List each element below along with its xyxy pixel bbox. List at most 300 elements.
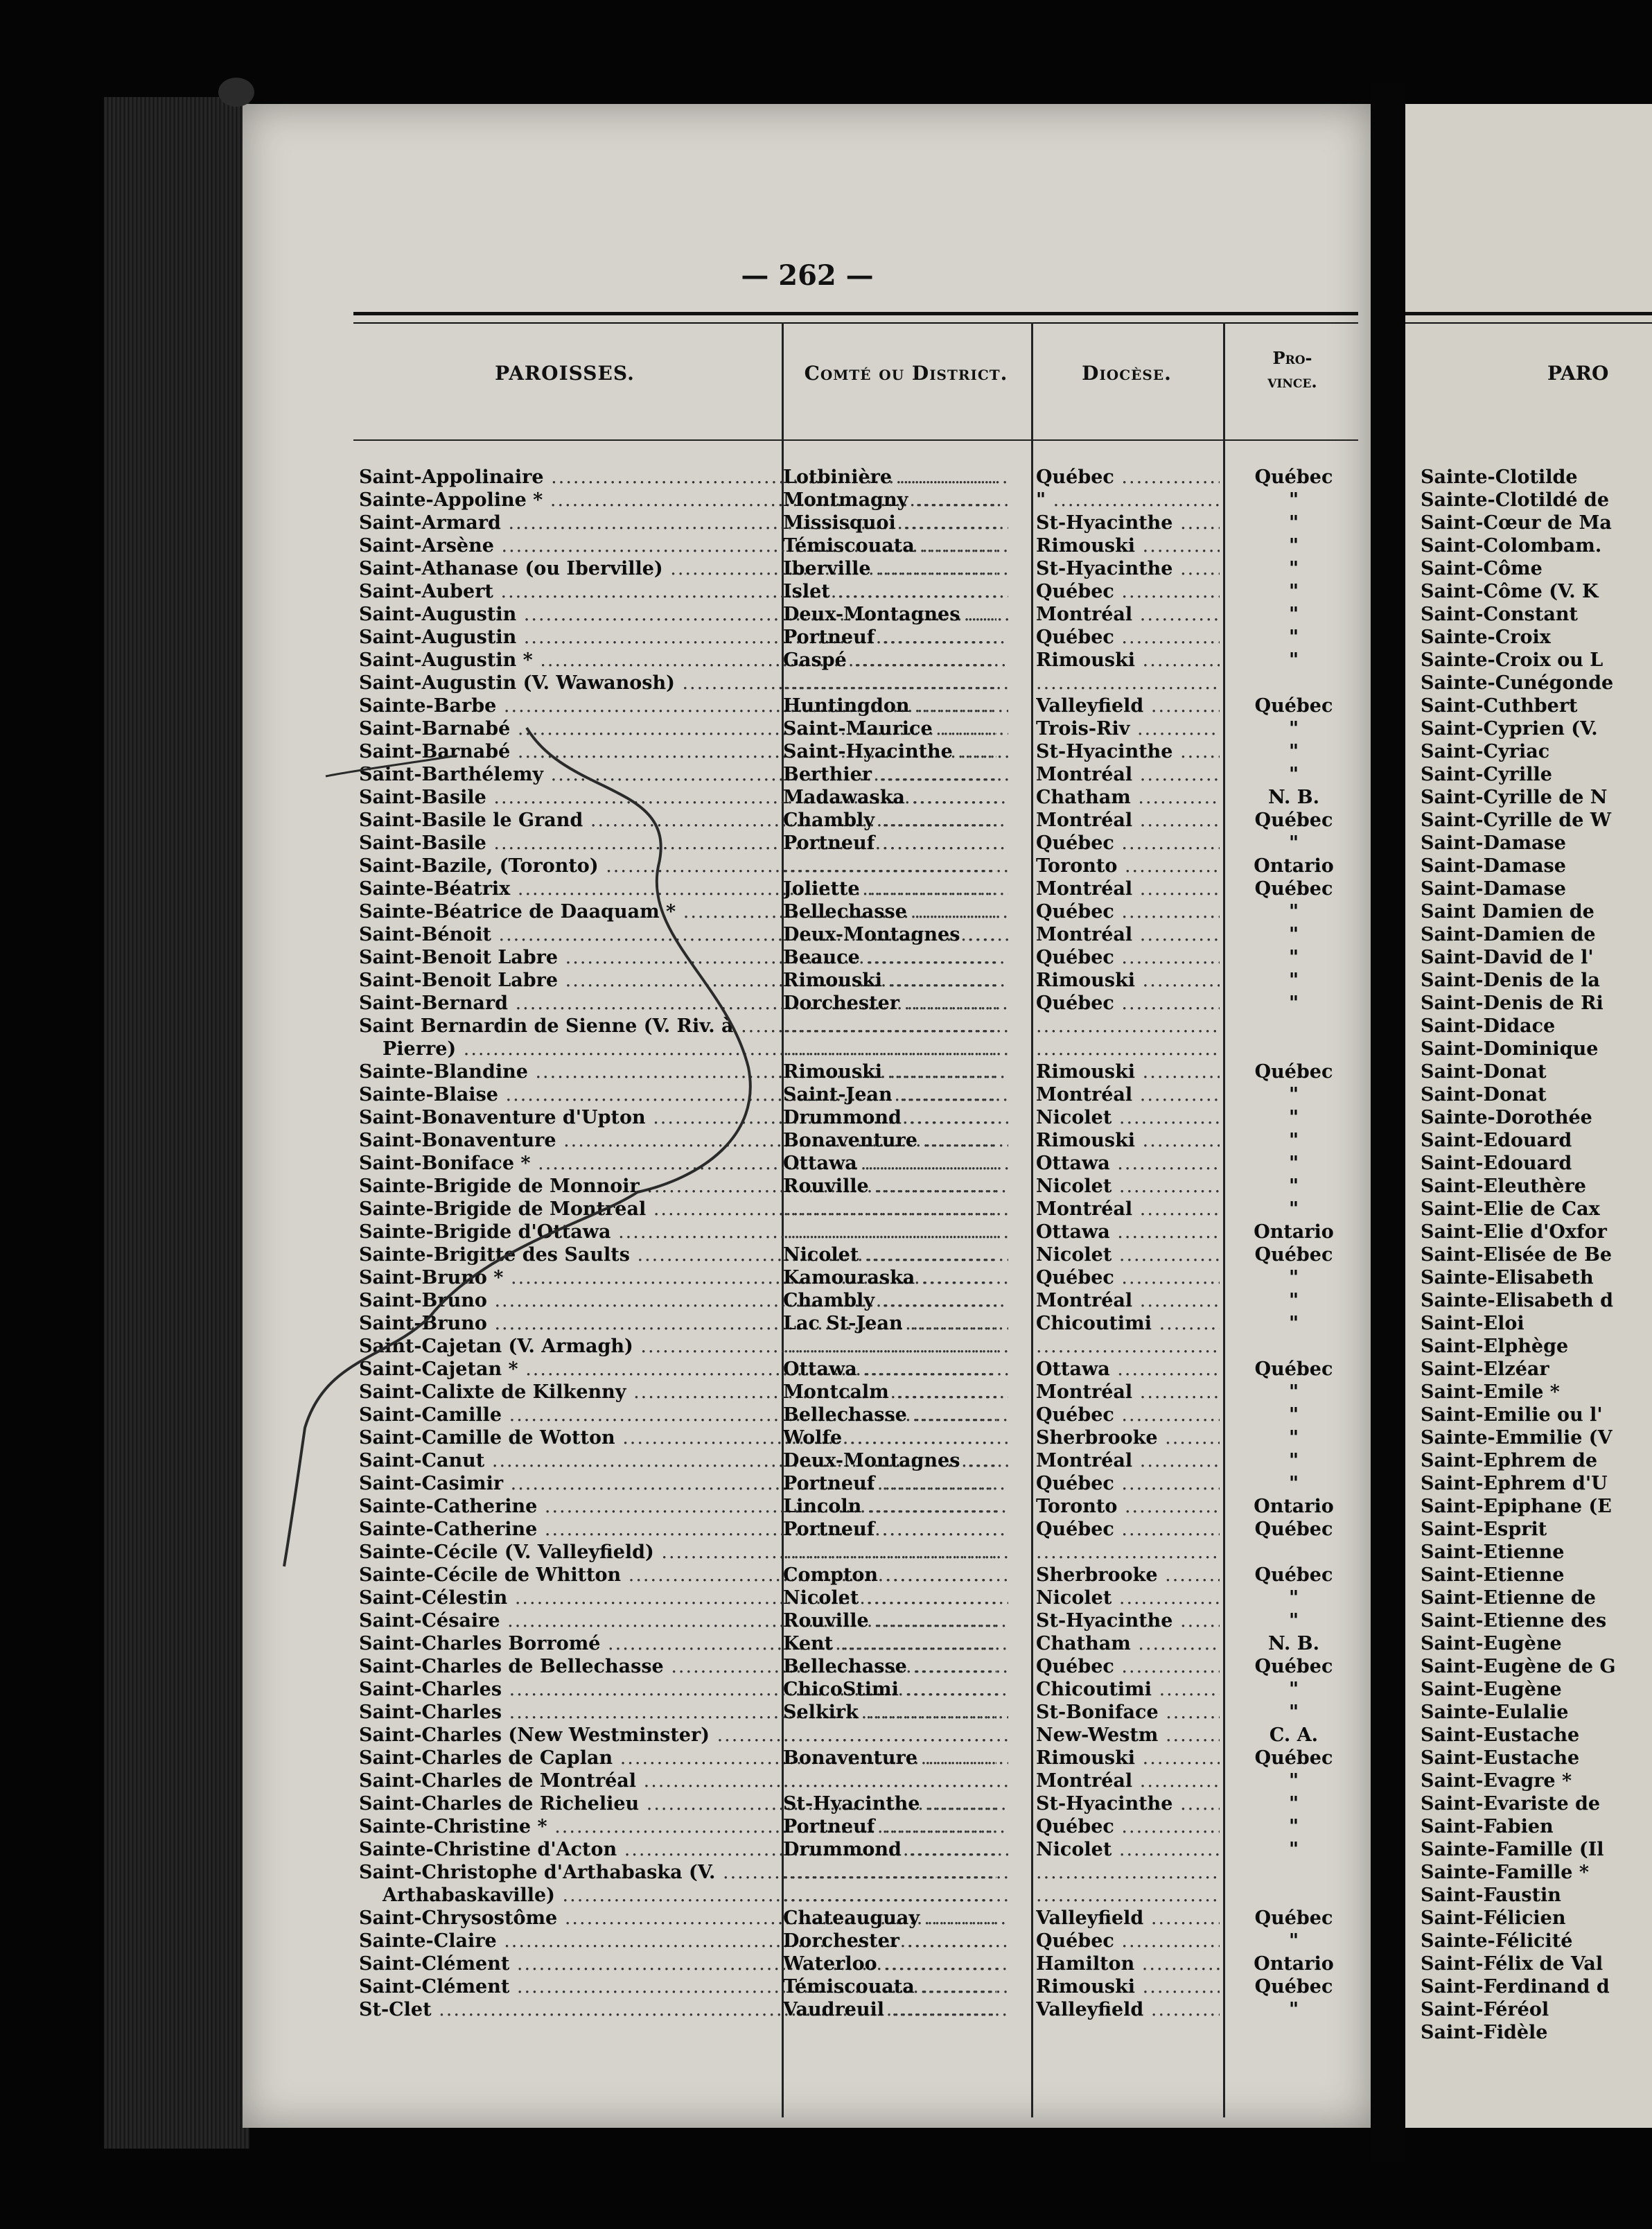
province-cell-text: " <box>1288 1702 1299 1723</box>
county-cell-text: Drummond <box>783 1839 902 1860</box>
right-page-entry: Saint-Félix de Val <box>1421 1953 1603 1975</box>
right-page-entry: Saint-Emile * <box>1421 1381 1560 1403</box>
parish-cell-text: Sainte-Claire <box>359 1930 497 1952</box>
province-cell-text: " <box>1288 1930 1299 1952</box>
parish-cell-text: Sainte-Christine d'Acton <box>359 1839 617 1860</box>
parish-cell-text: Sainte-Catherine <box>359 1496 538 1517</box>
county-cell-text: Montcalm <box>783 1381 889 1403</box>
diocese-cell-text: Ottawa <box>1036 1358 1110 1380</box>
right-page-entry: Sainte-Dorothée <box>1421 1107 1592 1128</box>
parish-cell-text: Saint-Charles (New Westminster) <box>359 1724 710 1746</box>
parish-cell-text: Arthabaskaville) <box>383 1885 555 1906</box>
province-cell-text: " <box>1288 1153 1299 1174</box>
province-cell-text: Québec <box>1254 878 1333 900</box>
diocese-cell-text: Montréal <box>1036 1290 1133 1311</box>
province-cell-text: " <box>1288 1610 1299 1632</box>
county-cell-text: Rouville <box>783 1175 869 1197</box>
diocese-cell-text: Montréal <box>1036 1381 1133 1403</box>
right-page-entry: Saint-Eleuthère <box>1421 1175 1586 1197</box>
province-cell-text: " <box>1288 1450 1299 1471</box>
parish-cell-text: Sainte-Brigide de Montréal <box>359 1198 647 1220</box>
province-cell-text: " <box>1288 627 1299 648</box>
province-cell-text: Québec <box>1254 810 1333 831</box>
county-cell-text: Saint-Maurice <box>783 718 933 740</box>
parish-cell-text: Saint-Célestin <box>359 1587 508 1609</box>
province-cell-text: " <box>1288 558 1299 579</box>
county-cell-text: Huntingdon <box>783 695 910 717</box>
header-province-line2: vince. <box>1267 372 1317 392</box>
right-page-entry: Saint-Emilie ou l' <box>1421 1404 1603 1426</box>
right-page-entry: Saint-Evagre * <box>1421 1770 1572 1792</box>
right-page-entry: Saint-Eustache <box>1421 1724 1580 1746</box>
parish-cell-text: Sainte-Cécile (V. Valleyfield) <box>359 1541 654 1563</box>
county-cell-text: Gaspé <box>783 649 847 671</box>
county-cell-text: Portneuf <box>783 627 875 648</box>
right-page-entry: Sainte-Clotilde <box>1421 466 1578 488</box>
parish-cell-text: Saint-Charles de Bellechasse <box>359 1656 664 1677</box>
right-page-entry: Saint-Féréol <box>1421 1999 1549 2020</box>
parish-cell-text: Sainte-Blaise <box>359 1084 498 1105</box>
parish-cell-text: Saint-Charles de Montréal <box>359 1770 637 1792</box>
county-cell-text: Lincoln <box>783 1496 862 1517</box>
province-cell-text: " <box>1288 924 1299 945</box>
county-cell-text: Chambly <box>783 810 875 831</box>
parish-cell-text: Saint-Armard <box>359 512 501 534</box>
right-page-entry: Saint-Eustache <box>1421 1747 1580 1769</box>
right-page-entry: Sainte-Croix ou L <box>1421 649 1603 671</box>
right-page-entry: Saint-Cyrille de N <box>1421 787 1608 808</box>
parish-cell-text: Saint Bernardin de Sienne (V. Riv. à <box>359 1015 734 1037</box>
province-cell-text: " <box>1288 581 1299 602</box>
parish-cell-text: Sainte-Brigide d'Ottawa <box>359 1221 611 1243</box>
right-page-entry: Saint-Cyprien (V. <box>1421 718 1598 740</box>
county-cell-text: Bonaventure <box>783 1130 917 1151</box>
county-cell-text: Nicolet <box>783 1587 859 1609</box>
parish-cell-text: Saint-Barnabé <box>359 718 511 740</box>
right-page-entry: Sainte-Famille (Il <box>1421 1839 1604 1860</box>
county-cell-text: Wolfe <box>783 1427 843 1449</box>
parish-cell-text: Saint-Barnabé <box>359 741 511 762</box>
county-cell-text: Nicolet <box>783 1244 859 1266</box>
right-page-entry: Sainte-Famille * <box>1421 1862 1589 1883</box>
parish-cell-text: Saint-Bernard <box>359 993 509 1014</box>
right-page-entry: Saint-Epiphane (E <box>1421 1496 1612 1517</box>
diocese-cell-text: Valleyfield <box>1036 1907 1144 1929</box>
parish-cell-text: Sainte-Catherine <box>359 1519 538 1540</box>
diocese-cell-text: Nicolet <box>1036 1587 1112 1609</box>
province-cell-text: " <box>1288 1404 1299 1426</box>
right-page-entry: Saint-Côme (V. K <box>1421 581 1599 602</box>
county-cell-text: Joliette <box>783 878 860 900</box>
county-cell-text: Portneuf <box>783 832 875 854</box>
province-cell-text: " <box>1288 1107 1299 1128</box>
province-cell-text: Québec <box>1254 1976 1333 1998</box>
diocese-cell-text: Montréal <box>1036 810 1133 831</box>
diocese-cell-text: Rimouski <box>1036 970 1136 991</box>
county-cell-text: St-Hyacinthe <box>783 1793 920 1815</box>
province-cell-text: " <box>1288 1084 1299 1105</box>
parish-cell-text: Saint-Charles Borromé <box>359 1633 601 1654</box>
county-cell-text: Ottawa <box>783 1358 857 1380</box>
diocese-cell-text: Nicolet <box>1036 1175 1112 1197</box>
diocese-cell-text: Montréal <box>1036 764 1133 785</box>
parish-cell-text: Saint-Camille de Wotton <box>359 1427 615 1449</box>
right-page-entry: Saint-Cyrille <box>1421 764 1552 785</box>
parish-cell-text: Saint-Bazile, (Toronto) <box>359 855 599 877</box>
parish-cell-text: Saint-Aubert <box>359 581 493 602</box>
diocese-cell-text: Rimouski <box>1036 649 1136 671</box>
parish-cell-text: Saint-Basile le Grand <box>359 810 583 831</box>
province-cell-text: Québec <box>1254 466 1333 488</box>
diocese-cell-text: Québec <box>1036 993 1114 1014</box>
county-cell-text: Bonaventure <box>783 1747 917 1769</box>
county-cell-text: Kent <box>783 1633 834 1654</box>
right-header-paroisses: PARO <box>1547 362 1609 385</box>
county-cell-text: Portneuf <box>783 1519 875 1540</box>
parish-cell-text: Sainte-Cécile de Whitton <box>359 1564 622 1586</box>
parish-cell-text: Saint-Charles de Caplan <box>359 1747 613 1769</box>
header-province-line1: Pro- <box>1272 348 1312 368</box>
county-cell-text: Deux-Montagnes <box>783 604 960 625</box>
diocese-cell-text: Chatham <box>1036 787 1131 808</box>
right-page-entry: Saint-Cœur de Ma <box>1421 512 1612 534</box>
province-cell-text: " <box>1288 489 1299 511</box>
county-cell-text: Selkirk <box>783 1702 859 1723</box>
province-cell-text: " <box>1288 1816 1299 1837</box>
parish-cell-text: Saint-Appolinaire <box>359 466 544 488</box>
parish-cell-text: St-Clet <box>359 1999 432 2020</box>
county-cell-text: Deux-Montagnes <box>783 924 960 945</box>
county-cell-text: Rimouski <box>783 970 883 991</box>
county-cell-text: Islet <box>783 581 830 602</box>
parish-cell-text: Sainte-Barbe <box>359 695 497 717</box>
right-page-entry: Sainte-Elisabeth d <box>1421 1290 1613 1311</box>
parish-cell-text: Sainte-Béatrix <box>359 878 511 900</box>
county-cell-text: Montmagny <box>783 489 908 511</box>
parish-cell-text: Saint-Cajetan (V. Armagh) <box>359 1336 633 1357</box>
province-cell-text: " <box>1288 1381 1299 1403</box>
parish-cell-text: Saint-Calixte de Kilkenny <box>359 1381 626 1403</box>
county-cell-text: Ottawa <box>783 1153 857 1174</box>
province-cell-text: " <box>1288 535 1299 557</box>
county-cell-text: Bellechasse <box>783 901 907 923</box>
diocese-cell-text: Montréal <box>1036 1198 1133 1220</box>
diocese-cell-text: Montréal <box>1036 604 1133 625</box>
province-cell-text: " <box>1288 832 1299 854</box>
right-page-entry: Saint-Donat <box>1421 1061 1547 1083</box>
diocese-cell-text: Montréal <box>1036 1770 1133 1792</box>
county-cell-text: Témiscouata <box>783 1976 915 1998</box>
right-page-entry: Saint-Denis de Ri <box>1421 993 1603 1014</box>
county-cell-text: Bellechasse <box>783 1404 907 1426</box>
header-comte: Comté ou District. <box>804 362 1008 385</box>
diocese-cell-text: Rimouski <box>1036 535 1136 557</box>
county-cell-text: Compton <box>783 1564 879 1586</box>
county-cell-text: Rimouski <box>783 1061 883 1083</box>
county-cell-text: Bellechasse <box>783 1656 907 1677</box>
right-page-entry: Saint-Elzéar <box>1421 1358 1549 1380</box>
province-cell-text: " <box>1288 947 1299 968</box>
province-cell-text: Québec <box>1254 1907 1333 1929</box>
province-cell-text: " <box>1288 1999 1299 2020</box>
right-page-entry: Saint-Ferdinand d <box>1421 1976 1610 1998</box>
right-page-entry: Saint-Denis de la <box>1421 970 1600 991</box>
diocese-cell-text: Ottawa <box>1036 1221 1110 1243</box>
right-page-entry: Saint-Eugène <box>1421 1679 1562 1700</box>
parish-cell-text: Saint-Benoit Labre <box>359 947 559 968</box>
right-page-entry: Saint-Elie de Cax <box>1421 1198 1600 1220</box>
diocese-cell-text: Hamilton <box>1036 1953 1135 1975</box>
province-cell-text: " <box>1288 970 1299 991</box>
province-cell-text: Québec <box>1254 1244 1333 1266</box>
parish-cell-text: Saint-Charles <box>359 1702 502 1723</box>
county-cell-text: Kamouraska <box>783 1267 915 1288</box>
province-cell-text: " <box>1288 1770 1299 1792</box>
diocese-cell-text: Québec <box>1036 947 1114 968</box>
county-cell-text: Lac St-Jean <box>783 1313 903 1334</box>
parish-cell-text: Pierre) <box>383 1038 457 1060</box>
right-page-entry: Saint-Cyrille de W <box>1421 810 1612 831</box>
diocese-cell-text: St-Hyacinthe <box>1036 1610 1173 1632</box>
diocese-cell-text: Trois-Riv <box>1036 718 1130 740</box>
diocese-cell-text: Québec <box>1036 1656 1114 1677</box>
province-cell-text: " <box>1288 1175 1299 1197</box>
right-page-entry: Saint-Eugène <box>1421 1633 1562 1654</box>
parish-cell-text: Saint-Césaire <box>359 1610 500 1632</box>
province-cell-text: " <box>1288 1679 1299 1700</box>
diocese-cell-text: Chicoutimi <box>1036 1313 1152 1334</box>
right-page-entry: Saint-Etienne des <box>1421 1610 1607 1632</box>
diocese-cell-text: Québec <box>1036 581 1114 602</box>
right-page-entry: Sainte-Clotildé de <box>1421 489 1609 511</box>
right-page-entry: Saint-Faustin <box>1421 1885 1561 1906</box>
parish-cell-text: Saint-Arsène <box>359 535 494 557</box>
right-page-entry: Saint-Colombam. <box>1421 535 1602 557</box>
right-page-entry: Saint-Edouard <box>1421 1153 1572 1174</box>
county-cell-text: Dorchester <box>783 1930 899 1952</box>
parish-cell-text: Saint-Augustin <box>359 627 517 648</box>
province-cell-text: Québec <box>1254 695 1333 717</box>
parish-cell-text: Sainte-Appoline * <box>359 489 543 511</box>
parish-cell-text: Saint-Basile <box>359 787 486 808</box>
county-cell-text: Iberville <box>783 558 871 579</box>
province-cell-text: " <box>1288 1587 1299 1609</box>
right-page-entry: Saint-Fabien <box>1421 1816 1554 1837</box>
province-cell-text: " <box>1288 512 1299 534</box>
right-page-entry: Sainte-Elisabeth <box>1421 1267 1594 1288</box>
right-page-entry: Saint-Damien de <box>1421 924 1596 945</box>
parish-cell-text: Saint-Bonaventure <box>359 1130 556 1151</box>
province-cell-text: " <box>1288 1267 1299 1288</box>
right-page-entry: Saint-Côme <box>1421 558 1543 579</box>
right-page-entry: Saint-Eugène de G <box>1421 1656 1616 1677</box>
parish-cell-text: Saint-Basile <box>359 832 486 854</box>
parish-cell-text: Saint-Clément <box>359 1953 510 1975</box>
parish-cell-text: Saint-Augustin <box>359 604 517 625</box>
right-page-entry: Saint-Constant <box>1421 604 1578 625</box>
right-page-entry: Saint-Eloi <box>1421 1313 1524 1334</box>
province-cell-text: N. B. <box>1268 787 1319 808</box>
right-page-entry: Saint-Damase <box>1421 855 1566 877</box>
province-cell-text: " <box>1288 1313 1299 1334</box>
county-cell-text: Drummond <box>783 1107 902 1128</box>
diocese-cell-text: Rimouski <box>1036 1061 1136 1083</box>
province-cell-text: " <box>1288 1793 1299 1815</box>
county-cell-text: Portneuf <box>783 1473 875 1494</box>
right-page-entry: Saint-Esprit <box>1421 1519 1547 1540</box>
diocese-cell-text: St-Hyacinthe <box>1036 512 1173 534</box>
parish-cell-text: Saint-Charles de Richelieu <box>359 1793 640 1815</box>
province-cell-text: " <box>1288 993 1299 1014</box>
province-cell-text: Ontario <box>1254 1953 1334 1975</box>
right-page-entry: Sainte-Félicité <box>1421 1930 1573 1952</box>
province-cell-text: Québec <box>1254 1061 1333 1083</box>
parish-cell-text: Saint-Bonaventure d'Upton <box>359 1107 646 1128</box>
province-cell-text: C. A. <box>1269 1724 1319 1746</box>
diocese-cell-text: Québec <box>1036 901 1114 923</box>
province-cell-text: Québec <box>1254 1519 1333 1540</box>
province-cell-text: N. B. <box>1268 1633 1319 1654</box>
right-page-entry: Saint-Fidèle <box>1421 2022 1548 2043</box>
province-cell-text: " <box>1288 1290 1299 1311</box>
diocese-cell-text: Québec <box>1036 1816 1114 1837</box>
county-cell-text: Dorchester <box>783 993 899 1014</box>
diocese-cell-text: St-Boniface <box>1036 1702 1159 1723</box>
parish-cell-text: Saint-Benoit Labre <box>359 970 559 991</box>
parish-cell-text: Saint-Cajetan * <box>359 1358 518 1380</box>
county-cell-text: Beauce <box>783 947 860 968</box>
province-cell-text: " <box>1288 741 1299 762</box>
province-cell-text: " <box>1288 1473 1299 1494</box>
province-cell-text: Ontario <box>1254 855 1334 877</box>
right-page-entry: Saint-Damase <box>1421 878 1566 900</box>
province-cell-text: " <box>1288 1839 1299 1860</box>
county-cell-text: Saint-Hyacinthe <box>783 741 953 762</box>
county-cell-text: Rouville <box>783 1610 869 1632</box>
parish-cell-text: Saint-Charles <box>359 1679 502 1700</box>
province-cell-text: " <box>1288 901 1299 923</box>
diocese-cell-text: Montréal <box>1036 924 1133 945</box>
county-cell-text: Deux-Montagnes <box>783 1450 960 1471</box>
diocese-cell-text: Chatham <box>1036 1633 1131 1654</box>
parish-cell-text: Saint-Clément <box>359 1976 510 1998</box>
county-cell-text: Berthier <box>783 764 872 785</box>
province-cell-text: Ontario <box>1254 1496 1334 1517</box>
diocese-cell-text: Montréal <box>1036 1450 1133 1471</box>
county-cell-text: Saint-Jean <box>783 1084 893 1105</box>
right-page-entry: Saint Damien de <box>1421 901 1594 923</box>
right-page-entry: Saint-Ephrem de <box>1421 1450 1598 1471</box>
county-cell-text: Waterloo <box>783 1953 877 1975</box>
right-page-entry: Saint-Etienne de <box>1421 1587 1596 1609</box>
parish-cell-text: Saint-Camille <box>359 1404 502 1426</box>
right-page-entry: Sainte-Emmilie (V <box>1421 1427 1613 1449</box>
parish-cell-text: Saint-Bénoit <box>359 924 491 945</box>
parish-cell-text: Sainte-Christine * <box>359 1816 547 1837</box>
county-cell-text: Lotbinière <box>783 466 893 488</box>
diocese-cell-text: Québec <box>1036 1473 1114 1494</box>
province-cell-text: " <box>1288 1427 1299 1449</box>
right-page-entry: Saint-Elisée de Be <box>1421 1244 1613 1266</box>
parish-cell-text: Saint-Bruno * <box>359 1267 504 1288</box>
diocese-cell-text: Québec <box>1036 1519 1114 1540</box>
right-page-entry: Saint-Didace <box>1421 1015 1556 1037</box>
diocese-cell-text: Toronto <box>1036 1496 1118 1517</box>
parish-cell-text: Saint-Chrysostôme <box>359 1907 558 1929</box>
county-cell-text: Chateauguay <box>783 1907 920 1929</box>
province-cell-text: " <box>1288 1130 1299 1151</box>
diocese-cell-text: Nicolet <box>1036 1244 1112 1266</box>
right-page-entry: Saint-Dominique <box>1421 1038 1599 1060</box>
right-page-entry: Sainte-Cunégonde <box>1421 672 1614 694</box>
parish-cell-text: Sainte-Béatrice de Daaquam * <box>359 901 676 923</box>
header-diocese: Diocèse. <box>1082 362 1172 385</box>
parish-cell-text: Saint-Canut <box>359 1450 485 1471</box>
diocese-cell-text: Québec <box>1036 466 1114 488</box>
diocese-cell-text: Nicolet <box>1036 1839 1112 1860</box>
right-page-entry: Saint-Cyriac <box>1421 741 1550 762</box>
diocese-cell-text: Montréal <box>1036 1084 1133 1105</box>
diocese-cell-text: Nicolet <box>1036 1107 1112 1128</box>
parish-cell-text: Saint-Bruno <box>359 1313 487 1334</box>
parish-cell-text: Saint-Augustin * <box>359 649 533 671</box>
province-cell-text: " <box>1288 649 1299 671</box>
parish-cell-text: Saint-Bruno <box>359 1290 487 1311</box>
diocese-cell-text: Sherbrooke <box>1036 1427 1158 1449</box>
right-page-entry: Saint-Elie d'Oxfor <box>1421 1221 1607 1243</box>
parish-cell-text: Sainte-Blandine <box>359 1061 528 1083</box>
right-page-entry: Saint-Damase <box>1421 832 1566 854</box>
diocese-cell-text: Montréal <box>1036 878 1133 900</box>
county-cell-text: Portneuf <box>783 1816 875 1837</box>
diocese-cell-text: Québec <box>1036 832 1114 854</box>
county-cell-text: ChicoStimi <box>783 1679 899 1700</box>
diocese-cell-text: Québec <box>1036 1267 1114 1288</box>
diocese-cell-text: St-Hyacinthe <box>1036 558 1173 579</box>
parish-cell-text: Saint-Christophe d'Arthabaska (V. <box>359 1862 716 1883</box>
province-cell-text: Québec <box>1254 1656 1333 1677</box>
parish-cell-text: Sainte-Brigitte des Saults <box>359 1244 630 1266</box>
diocese-cell-text: Valleyfield <box>1036 1999 1144 2020</box>
county-cell-text: Chambly <box>783 1290 875 1311</box>
county-cell-text: Madawaska <box>783 787 905 808</box>
right-page-entry: Saint-Elphège <box>1421 1336 1569 1357</box>
province-cell-text: " <box>1288 1198 1299 1220</box>
right-page-entry: Saint-Ephrem d'U <box>1421 1473 1608 1494</box>
diocese-cell-text: New-Westm <box>1036 1724 1159 1746</box>
diocese-cell-text: Rimouski <box>1036 1747 1136 1769</box>
right-page-entry: Sainte-Croix <box>1421 627 1551 648</box>
province-cell-text: Ontario <box>1254 1221 1334 1243</box>
diocese-cell-text: " <box>1036 489 1046 511</box>
parish-cell-text: Saint-Boniface * <box>359 1153 531 1174</box>
right-page-entry: Saint-Félicien <box>1421 1907 1566 1929</box>
right-page-entry: Saint-Evariste de <box>1421 1793 1601 1815</box>
parish-cell-text: Saint-Athanase (ou Iberville) <box>359 558 663 579</box>
diocese-cell-text: St-Hyacinthe <box>1036 741 1173 762</box>
right-page-entry: Sainte-Eulalie <box>1421 1702 1569 1723</box>
county-cell-text: Vaudreuil <box>783 1999 885 2020</box>
diocese-cell-text: Rimouski <box>1036 1130 1136 1151</box>
diocese-cell-text: Québec <box>1036 1930 1114 1952</box>
diocese-cell-text: Chicoutimi <box>1036 1679 1152 1700</box>
county-cell-text: Témiscouata <box>783 535 915 557</box>
province-cell-text: " <box>1288 604 1299 625</box>
right-page-entry: Saint-Cuthbert <box>1421 695 1578 717</box>
header-paroisses: PAROISSES. <box>495 362 635 385</box>
diocese-cell-text: Toronto <box>1036 855 1118 877</box>
right-page-entry: Saint-Etienne <box>1421 1541 1565 1563</box>
